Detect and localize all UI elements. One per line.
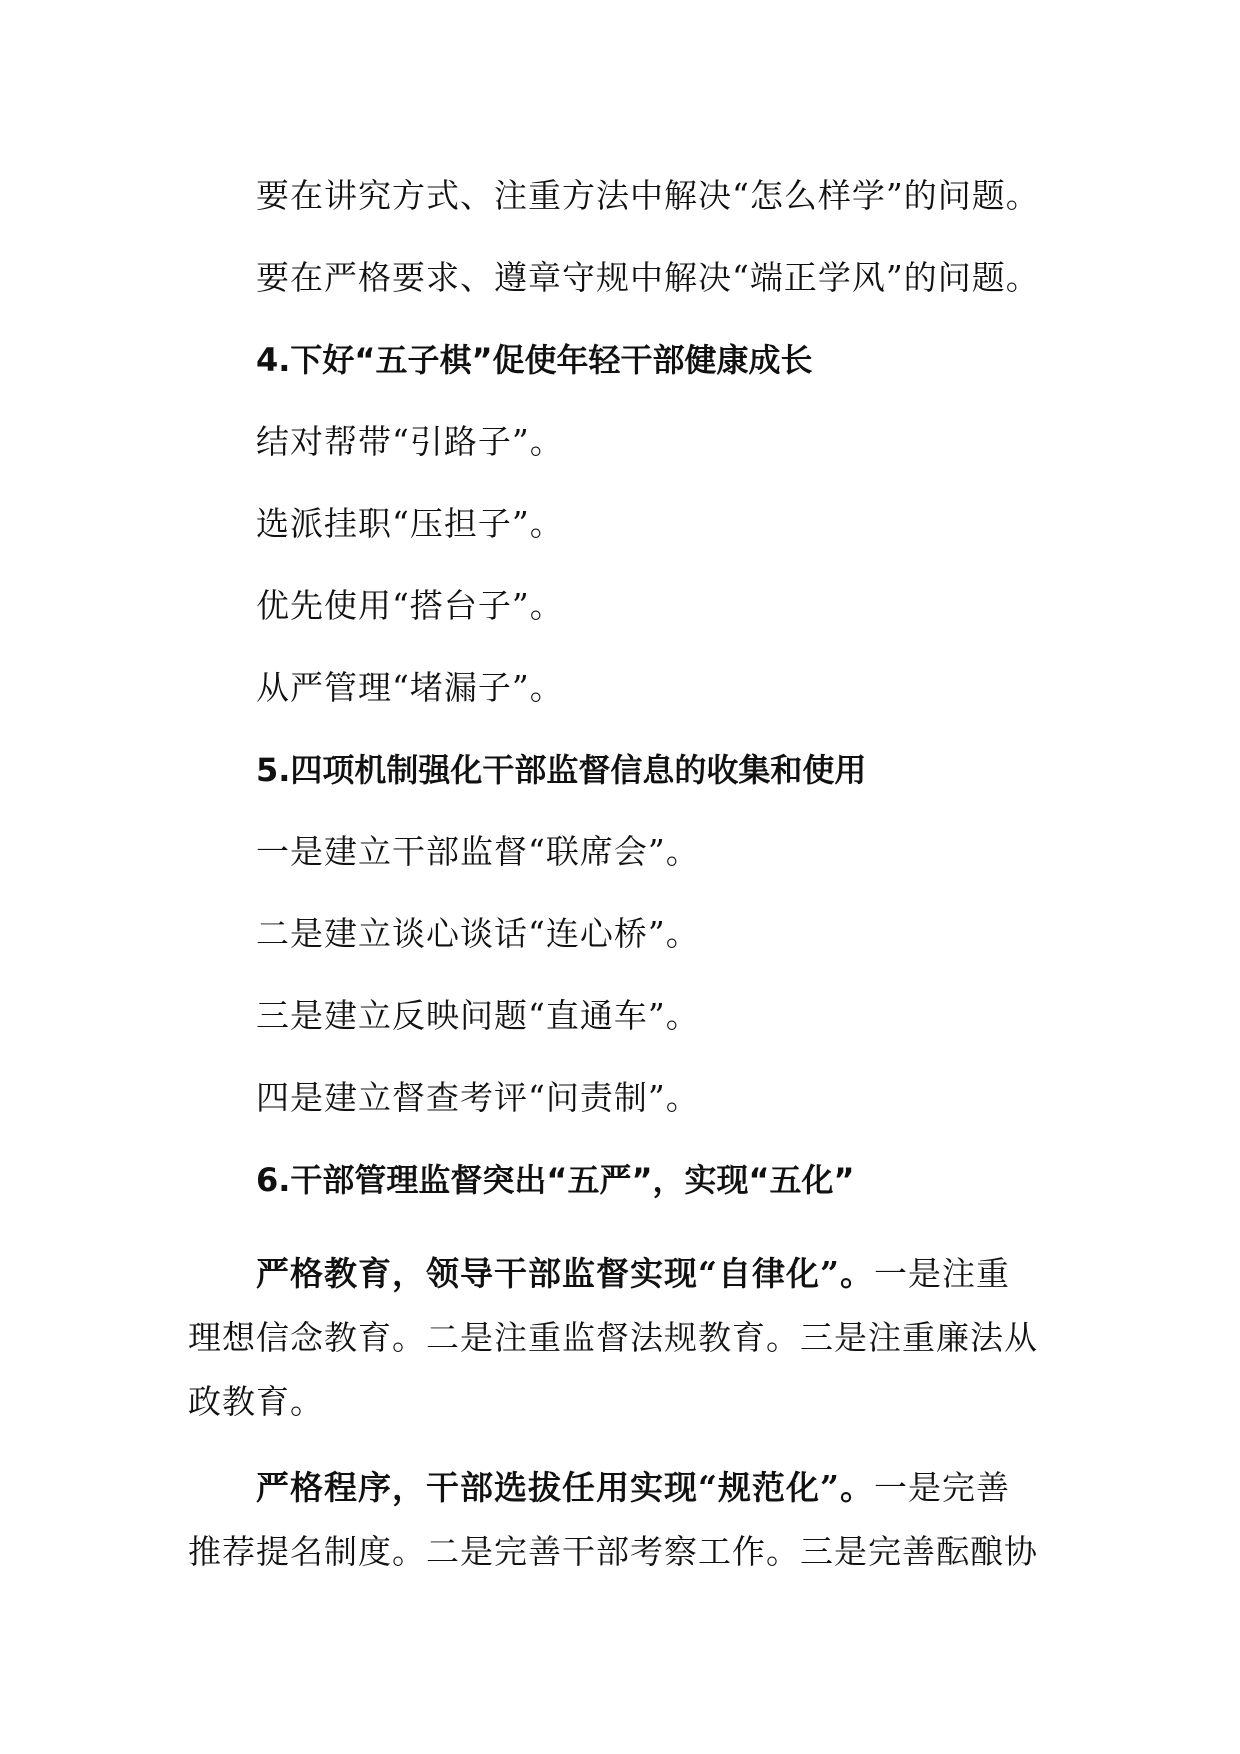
paragraph-education-line-1	[256, 1254, 1010, 1294]
text-line: 三是建立反映问题“直通车”。	[256, 996, 700, 1035]
text-line: 四是建立督查考评“问责制”。	[256, 1078, 700, 1117]
text-line: 从严管理“堵漏子”。	[256, 668, 564, 707]
section-heading-5: 5.四项机制强化干部监督信息的收集和使用	[256, 751, 867, 789]
text-line: 选派挂职“压担子”。	[256, 504, 564, 543]
paragraph-procedure-lead: 严格程序，干部选拔任用实现“规范化”。	[256, 1468, 874, 1507]
text-line: 二是建立谈心谈话“连心桥”。	[256, 914, 700, 953]
paragraph-education-line-3: 政教育。	[188, 1382, 324, 1421]
paragraph-procedure-line-1	[256, 1468, 1010, 1508]
text-line: 优先使用“搭台子”。	[256, 586, 564, 625]
section-heading-4: 4.下好“五子棋”促使年轻干部健康成长	[256, 341, 813, 379]
text-line: 结对帮带“引路子”。	[256, 422, 564, 461]
text-line: 要在讲究方式、注重方法中解决“怎么样学”的问题。	[256, 176, 1040, 215]
text-line: 要在严格要求、遵章守规中解决“端正学风”的问题。	[256, 258, 1040, 297]
paragraph-education-lead: 严格教育，领导干部监督实现“自律化”。	[256, 1254, 874, 1293]
paragraph-education-line-2: 理想信念教育。二是注重监督法规教育。三是注重廉法从	[188, 1318, 1038, 1357]
section-heading-6: 6.干部管理监督突出“五严”，实现“五化”	[256, 1161, 855, 1199]
paragraph-education-rest: 一是注重	[873, 1254, 1010, 1293]
text-line: 一是建立干部监督“联席会”。	[256, 832, 700, 871]
paragraph-procedure-rest: 一是完善	[873, 1468, 1010, 1507]
paragraph-procedure-line-2: 推荐提名制度。二是完善干部考察工作。三是完善酝酿协	[188, 1532, 1038, 1571]
